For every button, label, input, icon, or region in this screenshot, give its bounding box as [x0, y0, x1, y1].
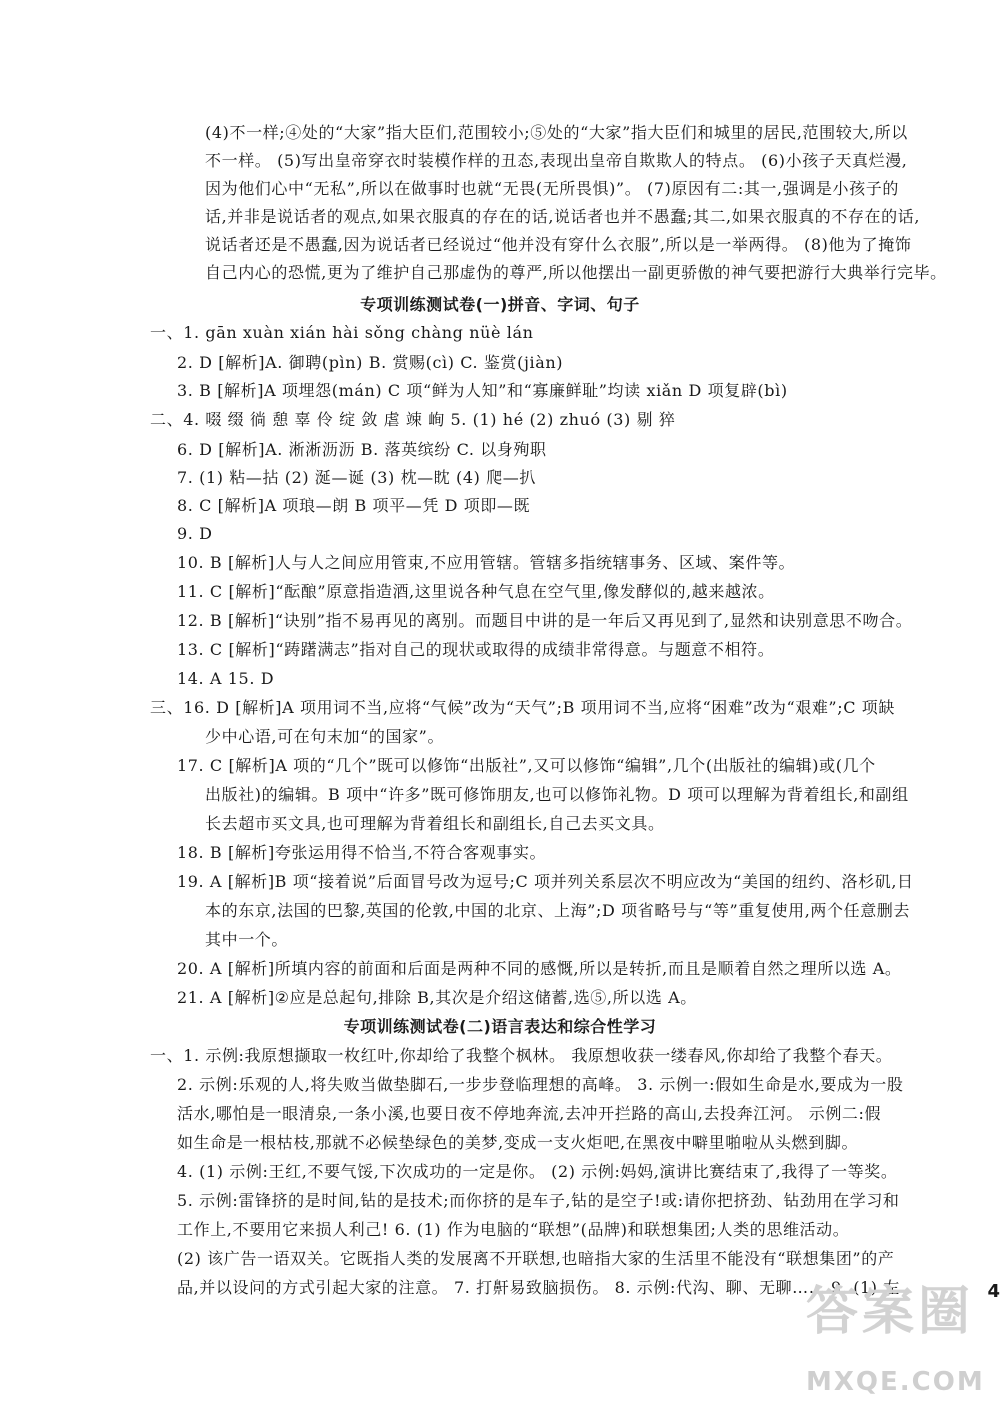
text-line: 10. B [解析]人与人之间应用管束,不应用管辖。管辖多指统辖事务、区域、案件等。 [177, 553, 796, 572]
text-line: 11. C [解析]“酝酿”原意指造酒,这里说各种气息在空气里,像发酵似的,越来越浓。 [177, 582, 775, 601]
text-line: (4)不一样;④处的“大家”指大臣们,范围较小;⑤处的“大家”指大臣们和城里的居民,范围较大,所以 [205, 123, 908, 142]
text-line: 如生命是一根枯枝,那就不必候垫绿色的美梦,变成一支火炬吧,在黑夜中噼里啪啦从头燃到脚。 [177, 1133, 859, 1152]
text-line: 其中一个。 [205, 930, 289, 949]
text-line: 三、16. D [解析]A 项用词不当,应将“气候”改为“天气”;B 项用词不当,应将“困难”改为“艰难”;C 项缺 [150, 698, 895, 717]
text-line: 5. 示例:雷锋挤的是时间,钻的是技术;而你挤的是车子,钻的是空子!或:请你把挤劲、钻劲用在学习和 [177, 1191, 900, 1210]
text-line: 2. 示例:乐观的人,将失败当做垫脚石,一步步登临理想的高峰。 3. 示例一:假如生命是水,要成为一股 [177, 1075, 904, 1094]
text-line: 21. A [解析]②应是总起句,排除 B,其次是介绍这储蓄,选⑤,所以选 A。 [177, 988, 697, 1007]
text-line: 出版社)的编辑。B 项中“许多”既可修饰朋友,也可以修饰礼物。D 项可以理解为背着组长,和副组 [205, 785, 909, 804]
text-line: 不一样。 (5)写出皇帝穿衣时装模作样的丑态,表现出皇帝自欺欺人的特点。 (6)小孩子天真烂漫, [205, 151, 908, 170]
text-line: 3. B [解析]A 项埋怨(mán) C 项“鲜为人知”和“寡廉鲜耻”均读 xiǎn D 项复辟(bì) [177, 381, 788, 400]
text-line: 4. (1) 示例:王红,不要气馁,下次成功的一定是你。 (2) 示例:妈妈,演讲比赛结束了,我得了一等奖。 [177, 1162, 898, 1181]
section-heading-2: 专项训练测试卷(二)语言表达和综合性学习 [343, 1017, 657, 1036]
section-heading-1: 专项训练测试卷(一)拼音、字词、句子 [360, 295, 640, 314]
text-line: 14. A 15. D [177, 669, 275, 688]
watermark-logo: 答案圈 [806, 1282, 975, 1342]
text-line: 17. C [解析]A 项的“几个”既可以修饰“出版社”,又可以修饰“编辑”,几个(出版社的编辑)或(几个 [177, 756, 876, 775]
text-line: 工作上,不要用它来损人利己! 6. (1) 作为电脑的“联想”(品牌)和联想集团;人类的思维活动。 [177, 1220, 850, 1239]
watermark-url: MXQE.COM [806, 1367, 985, 1397]
text-line: 因为他们心中“无私”,所以在做事时也就“无畏(无所畏惧)”。 (7)原因有二:其一,强调是小孩子的 [205, 179, 899, 198]
text-line: 19. A [解析]B 项“接着说”后面冒号改为逗号;C 项并列关系层次不明应改为“美国的纽约、洛杉矶,日 [177, 872, 914, 891]
text-line: 2. D [解析]A. 御聘(pìn) B. 赏赐(cì) C. 鉴赏(jiàn) [177, 353, 564, 372]
text-line: 少中心语,可在句末加“的国家”。 [205, 727, 445, 746]
text-line: 9. D [177, 524, 213, 543]
text-line: 长去超市买文具,也可理解为背着组长和副组长,自己去买文具。 [205, 814, 665, 833]
text-line: 说话者还是不愚蠢,因为说话者已经说过“他并没有穿什么衣服”,所以是一举两得。 (8)他为了掩饰 [205, 235, 912, 254]
text-line: 20. A [解析]所填内容的前面和后面是两种不同的感慨,所以是转折,而且是顺着自然之理所以选 A。 [177, 959, 902, 978]
text-line: 活水,哪怕是一眼清泉,一条小溪,也要日夜不停地奔流,去冲开拦路的高山,去投奔江河。 示例二:假 [177, 1104, 882, 1123]
text-line: 8. C [解析]A 项琅—朗 B 项平—凭 D 项即—既 [177, 496, 531, 515]
page-number: 4 [987, 1281, 1000, 1302]
text-line: 本的东京,法国的巴黎,英国的伦敦,中国的北京、上海”;D 项省略号与“等”重复使用,两个任意删去 [205, 901, 910, 920]
text-line: 自己内心的恐慌,更为了维护自己那虚伪的尊严,所以他摆出一副更骄傲的神气要把游行大典举行完毕。 [205, 263, 947, 282]
text-line: 二、4. 啜 缀 徜 憩 辜 伶 绽 敛 虐 竦 峋 5. (1) hé (2) zhuó (3) 剔 猝 [150, 410, 676, 429]
text-line: 13. C [解析]“踌躇满志”指对自己的现状或取得的成绩非常得意。与题意不相符。 [177, 640, 775, 659]
text-line: 一、1. gān xuàn xián hài sǒng chàng nüè lán [150, 323, 534, 342]
text-line: 品,并以设问的方式引起大家的注意。 7. 打鼾易致脑损伤。 8. 示例:代沟、聊、无聊…… 9. (1) 左 [177, 1278, 900, 1297]
text-line: 18. B [解析]夸张运用得不恰当,不符合客观事实。 [177, 843, 547, 862]
text-line: 7. (1) 粘—拈 (2) 涎—诞 (3) 枕—眈 (4) 爬—扒 [177, 468, 537, 487]
text-line: (2) 该广告一语双关。它既指人类的发展离不开联想,也暗指大家的生活里不能没有“联想集团”的产 [177, 1249, 895, 1268]
text-line: 6. D [解析]A. 淅淅沥沥 B. 落英缤纷 C. 以身殉职 [177, 440, 547, 459]
text-line: 一、1. 示例:我原想撷取一枚红叶,你却给了我整个枫林。 我原想收获一缕春风,你却给了我整个春天。 [150, 1046, 893, 1065]
text-line: 话,并非是说话者的观点,如果衣服真的存在的话,说话者也并不愚蠢;其二,如果衣服真的不存在的话, [205, 207, 921, 226]
text-line: 12. B [解析]“诀别”指不易再见的离别。而题目中讲的是一年后又再见到了,显然和诀别意思不吻合。 [177, 611, 913, 630]
